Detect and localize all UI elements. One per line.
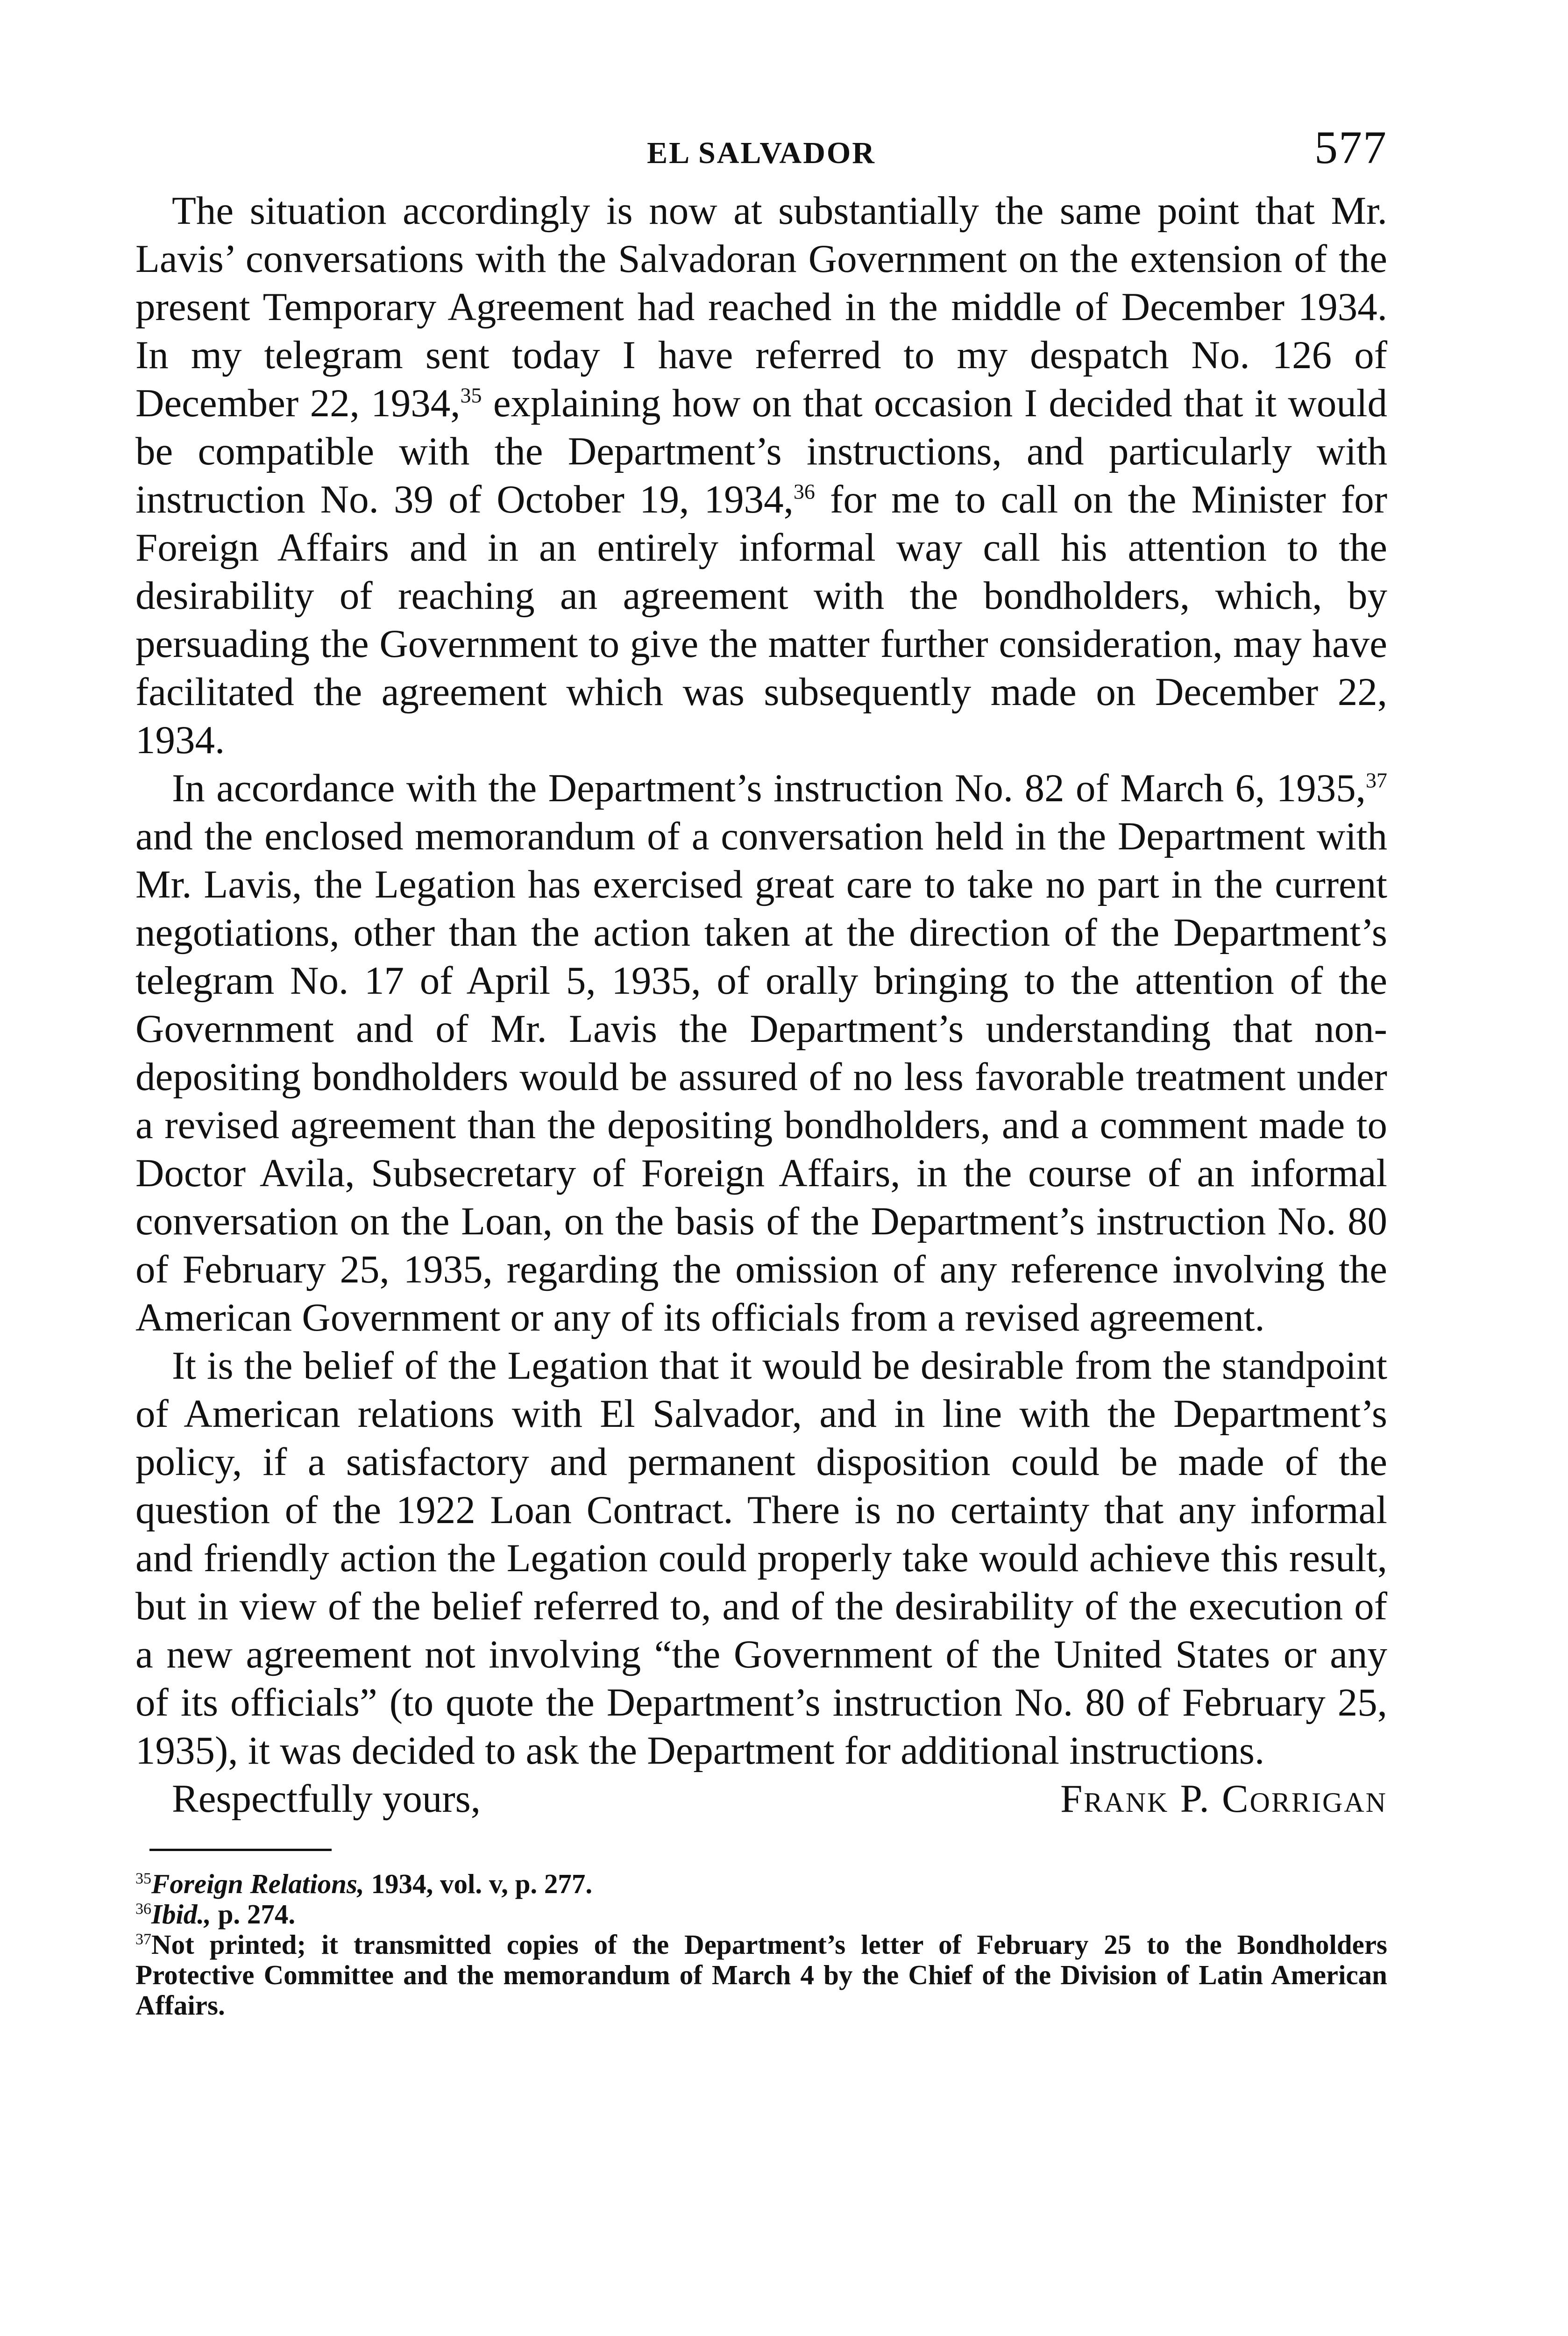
document-page [135, 117, 1387, 2021]
footnote-ref-36: 36 [793, 479, 815, 504]
paragraph-2-text: In accordance with the Department’s instruction No. 82 of March 6, 1935, [172, 766, 1366, 810]
footnote-35-text: 1934, vol. v, p. 277. [364, 1868, 593, 1899]
footnote-36-italic: Ibid., [151, 1899, 211, 1930]
footnotes [135, 1869, 1387, 2021]
footnote-35-italic: Foreign Relations, [151, 1868, 364, 1899]
paragraph-3: It is the belief of the Legation that it would be desirable from the standpoint of American relations with El Salvador, and in line with the Department’s policy, if a satisfactory and permanent disposition could be made of the question of the 1922 Loan Contract. There is no certainty that any informal and friendly action the Legation could properly take would achieve this result, but in view of the belief referred to, and of the desirability of the execution of a new agreement not involving “the Government of the United States or any of its officials” (to quote the Department’s instruction No. 80 of February 25, 1935), it was decided to ask the Department for additional instructions. [135, 1344, 1387, 1773]
paragraph-2 [135, 764, 1387, 1342]
footnote-37-text: Not printed; it transmitted copies of the Department’s letter of February 25 to the Bondholders Protective Committee and the memorandum of March 4 by the Chief of the Division of Latin American Affairs. [135, 1929, 1387, 2021]
footnote-36-text: p. 274. [211, 1899, 296, 1930]
footnote-35 [135, 1869, 1387, 1899]
closing: Respectfully yours, [172, 1777, 481, 1821]
page-header [135, 117, 1387, 187]
paragraph-1 [135, 187, 1387, 764]
running-head: EL SALVADOR [647, 136, 876, 170]
signature: Frank P. Corrigan [1060, 1777, 1387, 1821]
footnote-rule [149, 1849, 332, 1851]
signature-line [135, 1775, 1387, 1823]
page-number: 577 [1314, 121, 1387, 173]
footnote-36-number: 36 [135, 1900, 151, 1918]
footnote-ref-37: 37 [1366, 768, 1387, 792]
footnote-35-number: 35 [135, 1870, 151, 1887]
paragraph-1-text-end: for me to call on the Minister for Foreign Affairs and in an entirely informal way call his attention to the desirability of reaching an agreement with the bondholders, which, by persuading the Government to give the matter further consideration, may have facilitated the agreement which was subsequently made on December 22, 1934. [135, 477, 1388, 762]
body-text [135, 187, 1387, 1823]
footnote-37-number: 37 [135, 1930, 151, 1948]
footnote-36 [135, 1899, 1387, 1930]
footnote-ref-35: 35 [460, 383, 482, 407]
paragraph-1-text-cont: explaining how on that occasion I decided that it would be compatible with the Department’s instructions, and particularly with instruction No. 39 of October 19, 1934, [135, 381, 1388, 521]
paragraph-1-text: The situation accordingly is now at substantially the same point that Mr. Lavis’ conversations with the Salvadoran Government on the extension of the present Temporary Agreement had reached in the middle of December 1934. In my telegram sent today I have referred to my despatch No. 126 of December 22, 1934, [135, 189, 1387, 425]
paragraph-2-text-cont: and the enclosed memorandum of a conversation held in the Department with Mr. Lavis, the Legation has exercised great care to take no part in the current negotiations, other than the action taken at the direction of the Department’s telegram No. 17 of April 5, 1935, of orally bringing to the attention of the Government and of Mr. Lavis the Department’s understanding that non-depositing bondholders would be assured of no less favorable treatment under a revised agreement than the depositing bondholders, and a comment made to Doctor Avila, Subsecretary of Foreign Affairs, in the course of an informal conversation on the Loan, on the basis of the Department’s instruction No. 80 of February 25, 1935, regarding the omission of any reference involving the American Government or any of its officials from a revised agreement. [135, 814, 1387, 1339]
footnote-37 [135, 1930, 1387, 2021]
